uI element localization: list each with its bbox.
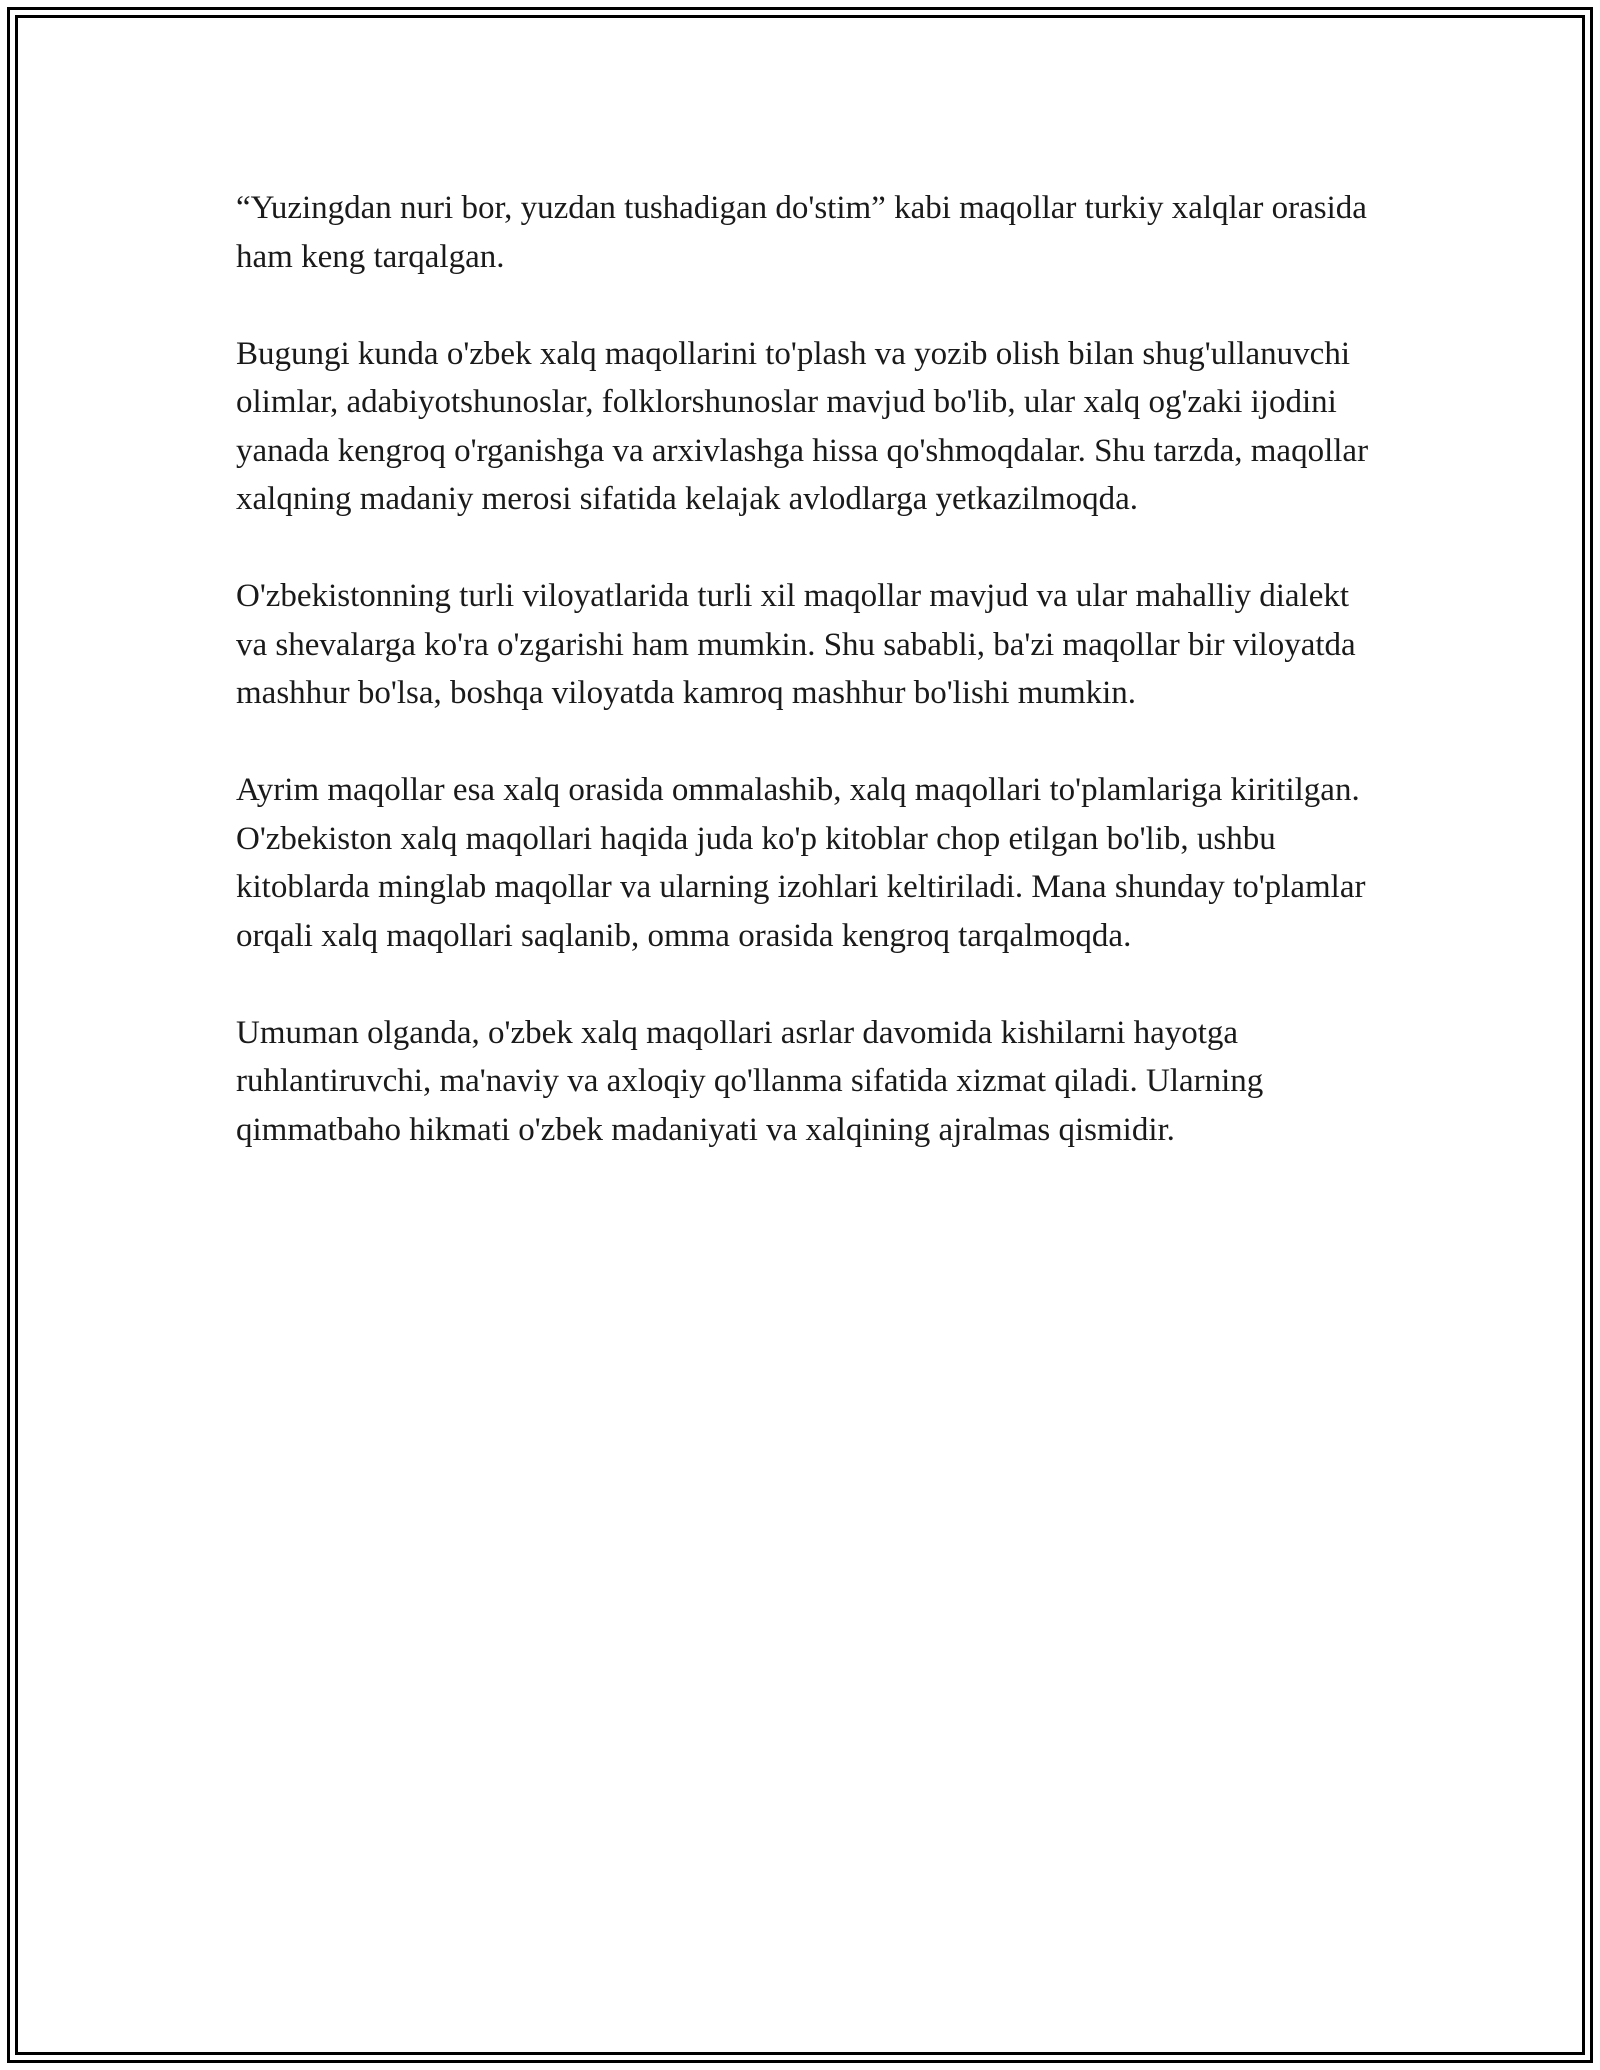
paragraph-1: “Yuzingdan nuri bor, yuzdan tushadigan do'stim” kabi maqollar turkiy xalqlar orasida ham keng tarqalgan. bbox=[236, 190, 1367, 275]
paragraph-5: Umuman olganda, o'zbek xalq maqollari asrlar davomida kishilarni hayotga ruhlantiruvchi, ma'naviy va axloqiy qo'llanma sifatida xizmat qiladi. Ularning qimmatbaho hikmati o'zbek madaniyati va xalqining ajralmas qismidir. bbox=[236, 1014, 1264, 1148]
paragraph-3: O'zbekistonning turli viloyatlarida turli xil maqollar mavjud va ular mahalliy dialekt va shevalarga ko'ra o'zgarishi ham mumkin. Shu sababli, ba'zi maqollar bir viloyatda mashhur bo'lsa, boshqa viloyatda kamroq mashhur bo'lishi mumkin. bbox=[236, 578, 1356, 711]
paragraph-4: Ayrim maqollar esa xalq orasida ommalashib, xalq maqollari to'plamlariga kiritilgan. O'zbekiston xalq maqollari haqida juda ko'p kitoblar chop etilgan bo'lib, ushbu kitoblarda minglab maqollar va ularning izohlari keltiriladi. Mana shunday to'plamlar orqali xalq maqollari saqlanib, omma orasida kengroq tarqalmoqda. bbox=[236, 772, 1366, 954]
document-body bbox=[236, 184, 1376, 1203]
paragraph-2: Bugungi kunda o'zbek xalq maqollarini to'plash va yozib olish bilan shug'ullanuvchi olimlar, adabiyotshunoslar, folklorshunoslar mavjud bo'lib, ular xalq og'zaki ijodini yanada kengroq o'rganishga va arxivlashga hissa qo'shmoqdalar. Shu tarzda, maqollar xalqning madaniy merosi sifatida kelajak avlodlarga yetkazilmoqda. bbox=[236, 335, 1369, 517]
